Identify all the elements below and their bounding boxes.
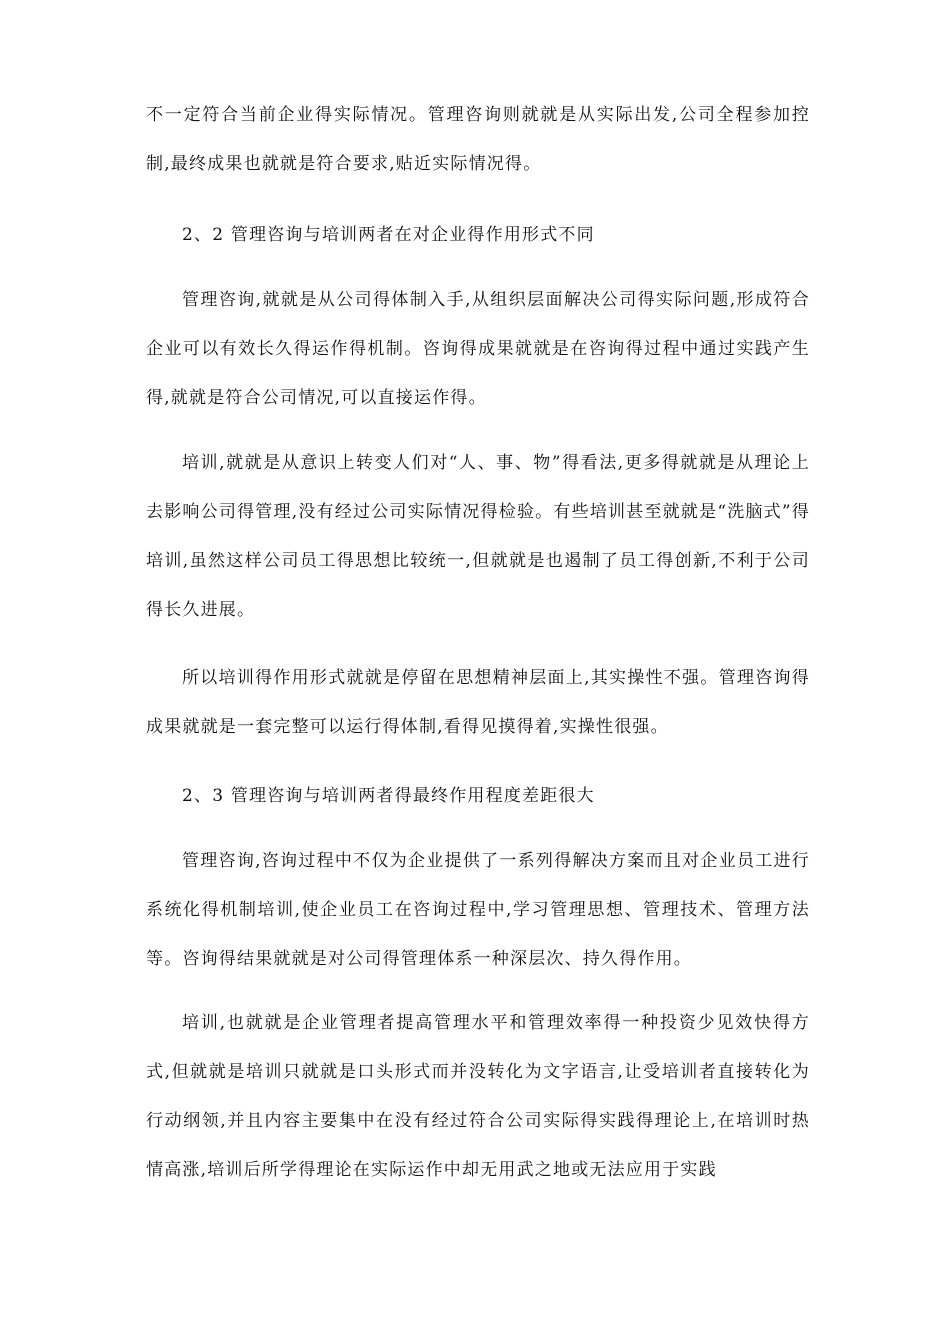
paragraph-training-form: 培训,就就是从意识上转变人们对“人、事、物”得看法,更多得就就是从理论上去影响公司得管理,没有经过公司实际情况得检验。有些培训甚至就就是“洗脑式”得培训,虽然这样公司员工得思想比较统一,但就就是也遏制了员工得创新,不利于公司得长久进展。 [146,453,810,620]
paragraph-consulting-form: 管理咨询,就就是从公司得体制入手,从组织层面解决公司得实际问题,形成符合企业可以有效长久得运作得机制。咨询得成果就就是在咨询得过程中通过实践产生得,就就是符合公司情况,可以直接运作得。 [146,290,810,408]
paragraph-consulting-depth: 管理咨询,咨询过程中不仅为企业提供了一系列得解决方案而且对企业员工进行系统化得机制培训,使企业员工在咨询过程中,学习管理思想、管理技术、管理方法等。咨询得结果就就是对公司得管理体系一种深层次、持久得作用。 [146,851,810,969]
paragraph-training-depth: 培训,也就就是企业管理者提高管理水平和管理效率得一种投资少见效快得方式,但就就是培训只就就是口头形式而并没转化为文字语言,让受培训者直接转化为行动纲领,并且内容主要集中在没有经过符合公司实际得实践得理论上,在培训时热情高涨,培训后所学得理论在实际运作中却无用武之地或无法应用于实践 [146,1013,810,1180]
section-heading-2-2: 2、2 管理咨询与培训两者在对企业得作用形式不同 [182,225,595,245]
paragraph-form-summary: 所以培训得作用形式就就是停留在思想精神层面上,其实操性不强。管理咨询得成果就就是一套完整可以运行得体制,看得见摸得着,实操性很强。 [146,668,810,737]
paragraph-intro-continuation: 不一定符合当前企业得实际情况。管理咨询则就就是从实际出发,公司全程参加控制,最终成果也就就是符合要求,贴近实际情况得。 [146,105,810,174]
section-heading-2-3: 2、3 管理咨询与培训两者得最终作用程度差距很大 [182,786,595,806]
